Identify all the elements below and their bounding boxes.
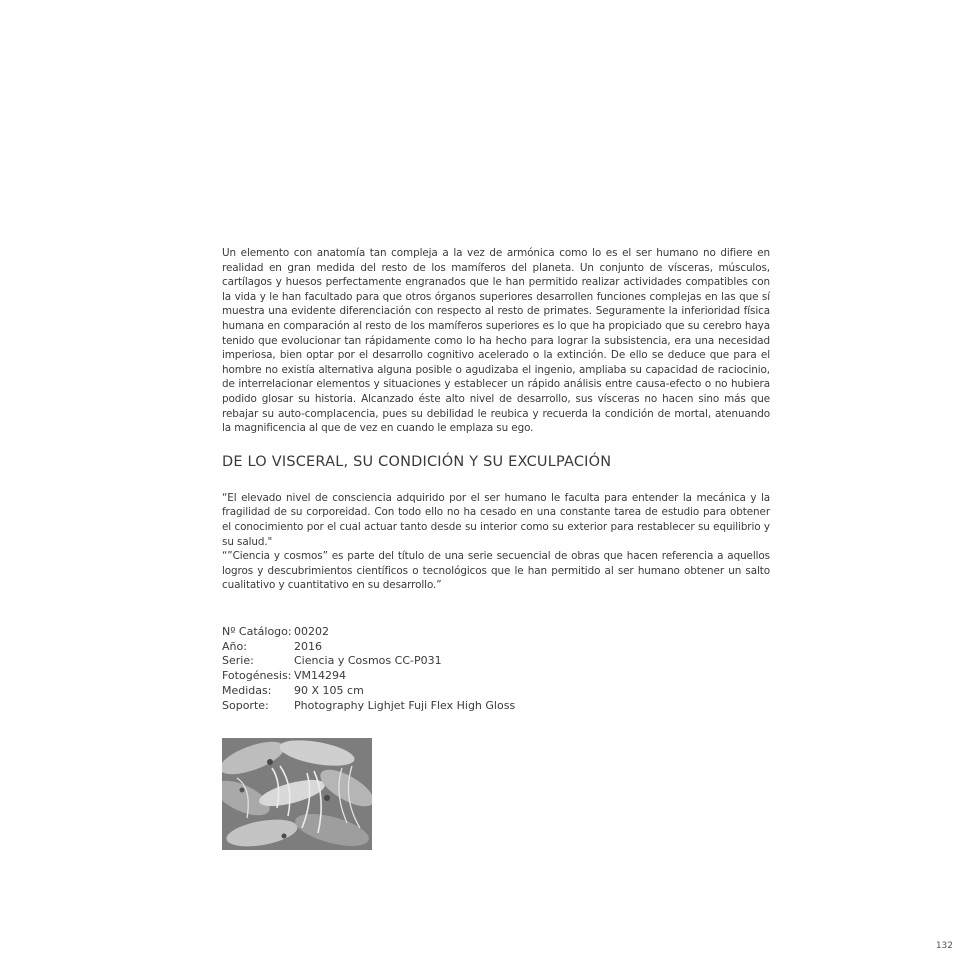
quote-paragraph-2: “”Ciencia y cosmos” es parte del título de una serie secuencial de obras que hacen referencia a aquellos logros y descubrimientos científicos o tecnológicos que le han permitido al ser humano obtener un salto cualitativo y cuantitativo en su desarrollo.”: [222, 550, 770, 592]
detail-value: Ciencia y Cosmos CC-P031: [294, 654, 442, 668]
detail-row-support: [222, 699, 770, 714]
intro-paragraph: Un elemento con anatomía tan compleja a la vez de armónica como lo es el ser humano no difiere en realidad en gran medida del resto de los mamíferos del planeta. Un conjunto de vísceras, músculos, cartílagos y huesos perfectamente engranados que le han permitido realizar actividades compatibles con la vida y le han facultado para que otros órganos superiores desarrollen funciones complejas en las que sí muestra una evidente diferenciación con respecto al resto de primates. Seguramente la inferioridad física humana en comparación al resto de los mamíferos superiores es lo que ha propiciado que su cerebro haya tenido que evolucionar tan rápidamente como lo ha hecho para lograr la subsistencia, era una necesidad imperiosa, bien optar por el desarrollo cognitivo acelerado o la extinción. De ello se deduce que para el hombre no existía alternativa alguna posible o agudizaba el ingenio, ampliaba su capacidad de raciocinio, de interrelacionar elementos y situaciones y establecer un rápido análisis entre causa-efecto o no hubiera podido glosar su historia. Alcanzado éste alto nivel de desarrollo, sus vísceras no hacen sino más que rebajar su auto-complacencia, pues su debilidad le reubica y recuerda la condición de mortal, atenuando la magnificencia al que de vez en cuando le emplaza su ego.: [222, 247, 770, 435]
quote-block: [222, 491, 770, 593]
artwork-photo: [222, 738, 372, 850]
detail-row-series: [222, 654, 770, 669]
detail-value: VM14294: [294, 669, 347, 683]
quote-paragraph-1: “El elevado nivel de consciencia adquirido por el ser humano le faculta para entender la mecánica y la fragilidad de su corporeidad. Con todo ello no ha cesado en una constante tarea de estudio para obtener el conocimiento por el cual actuar tanto desde su interior como su exterior para restablecer su equilibrio y su salud.": [222, 491, 770, 548]
detail-row-year: [222, 640, 770, 655]
squid-photo-icon: [222, 738, 372, 850]
detail-row-size: [222, 684, 770, 699]
section-title: DE LO VISCERAL, SU CONDICIÓN Y SU EXCULPACIÓN: [222, 453, 612, 470]
detail-label: Medidas:: [222, 684, 272, 698]
detail-value: 00202: [294, 624, 329, 638]
detail-value: 2016: [294, 639, 322, 653]
detail-label: Año:: [222, 639, 247, 653]
detail-row-photogenesis: [222, 669, 770, 684]
artwork-details: [222, 625, 770, 714]
detail-label: Soporte:: [222, 698, 269, 712]
content-column: [222, 246, 770, 850]
detail-label: Fotogénesis:: [222, 669, 292, 683]
detail-row-catalog: [222, 625, 770, 640]
detail-label: Serie:: [222, 654, 254, 668]
page-number: 132: [935, 941, 953, 951]
detail-label: Nº Catálogo:: [222, 624, 292, 638]
detail-value: 90 X 105 cm: [294, 684, 364, 698]
detail-value: Photography Lighjet Fuji Flex High Gloss: [294, 698, 516, 712]
